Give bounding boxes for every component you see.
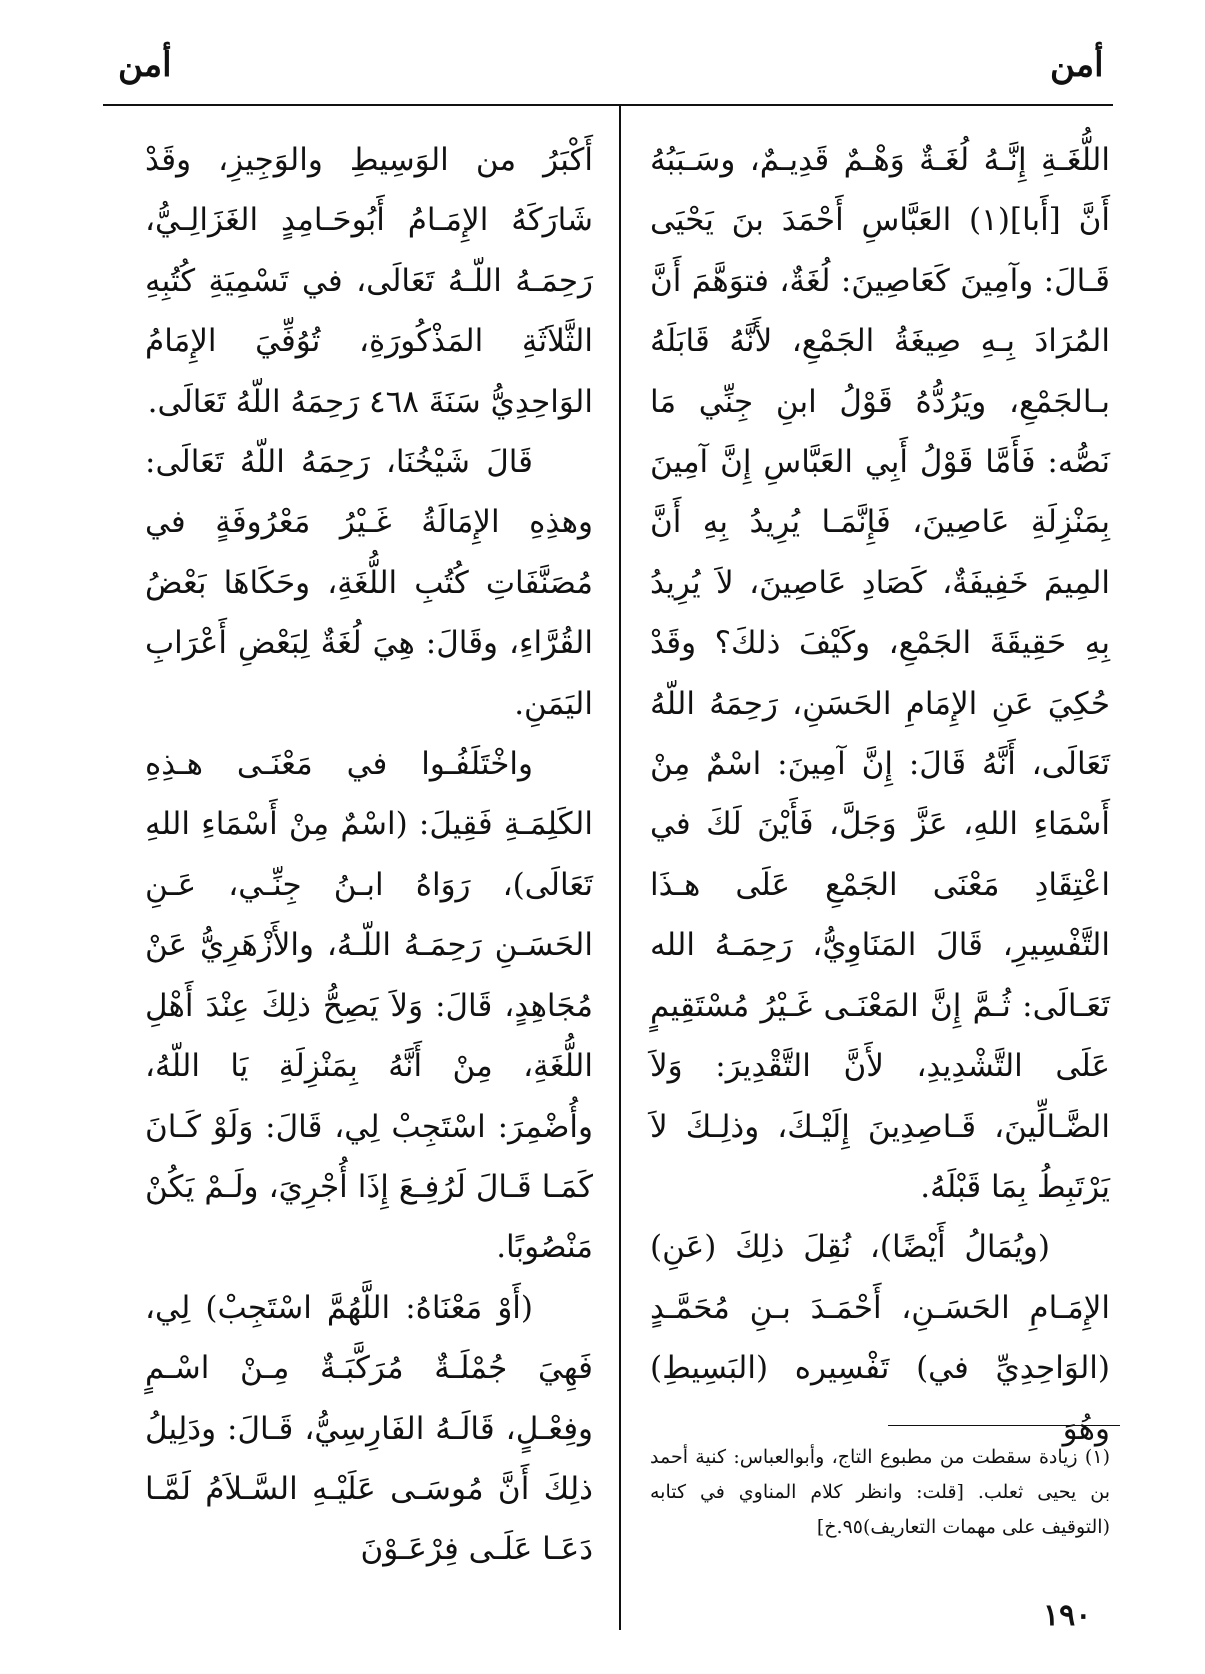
page-number: ١٩٠ <box>1043 1598 1092 1633</box>
footnote: (١) زيادة سقطت من مطبوع التاج، وأبوالعباس: كنية أحمد بن يحيى ثعلب. [قلت: وانظر كلام المناوي في كتابه (التوقيف على مهمات التعاريف)٩٥.خ] <box>650 1446 1110 1538</box>
left-column-paragraph: قَالَ شَيْخُنَا، رَحِمَهُ اللّهُ تَعَالَى: وهذِهِ الإِمَالَةُ غَـيْرُ مَعْرُوفَةٍ في مُصَنَّفَاتِ كُتُبِ اللُّغَةِ، وحَكَاهَا بَعْضُ القُرَّاءِ، وقَالَ: هِيَ لُغَةٌ لِبَعْضِ أَعْرَابِ اليَمَنِ. <box>145 444 593 722</box>
running-head-right: أمن <box>1050 45 1104 85</box>
footnotes <box>650 1440 1110 1545</box>
column-divider <box>619 104 621 1630</box>
right-column-paragraph: (ويُمَالُ أَيْضًا)، نُقِلَ ذلِكَ (عَنِ) الإِمَـامِ الحَسَـنِ، أَحْمَـدَ بـنِ مُحَمَّـدٍ (الوَاحِدِيِّ في) تَفْسِيره (البَسِيطِ) وهُوَ <box>650 1229 1110 1447</box>
left-column-paragraph: واخْتَلَفُـوا في مَعْنَـى هـذِهِ الكَلِمَـةِ فَقِيلَ: (اسْمٌ مِنْ أَسْمَاءِ اللهِ تَعَالَى)، رَوَاهُ ابـنُ جِنِّـي، عَـنِ الحَسَـنِ رَحِمَـهُ اللّـهُ، والأَزْهَرِيُّ عَنْ مُجَاهِدٍ، قَالَ: وَلاَ يَصِحُّ ذلِكَ عِنْدَ أَهْلِ اللُّغَةِ، مِنْ أَنَّهُ بِمَنْزِلَةِ يَا اللّهُ، وأُضْمِرَ: اسْتَجِبْ لِي، قَالَ: وَلَوْ كَـانَ كَمَـا قَـالَ لَرُفِـعَ إِذَا أُجْرِيَ، ولَـمْ يَكُنْ مَنْصُوبًا. <box>145 746 593 1266</box>
left-column-paragraph: أَكْبَرُ من الوَسِيطِ والوَجِيزِ، وقَدْ شَارَكَهُ الإِمَـامُ أَبُوحَـامِدٍ الغَزَالِـيُّ، رَحِمَـهُ اللّـهُ تَعَالَى، في تَسْمِيَةِ كُتُبِهِ الثَّلاَثَةِ المَذْكُورَةِ، تُوُفِّيَ الإِمَامُ الوَاحِدِيُّ سَنَةَ ٤٦٨ رَحِمَهُ اللّهُ تَعَالَى. <box>145 142 593 420</box>
left-column <box>145 130 593 1580</box>
header-rule <box>103 104 1113 106</box>
left-column-paragraph: (أَوْ مَعْنَاهُ: اللَّهُمَّ اسْتَجِبْ) لِي، فَهِيَ جُمْلَـةٌ مُرَكَّبَـةٌ مِـنْ اسْـمٍ وفِعْـلٍ، قَالَـهُ الفَارِسِيُّ، قَـالَ: ودَلِيلُ ذلِكَ أَنَّ مُوسَـى عَلَيْـهِ السَّـلاَمُ لَمَّـا دَعَـا عَلَـى فِرْعَـوْنَ <box>145 1289 593 1568</box>
running-head-left: أمن <box>118 45 172 85</box>
right-column-paragraph: اللُّغَـةِ إِنَّـهُ لُغَـةٌ وَهْـمٌ قَدِيـمٌ، وسَـبَبُهُ أَنَّ [أَبا](١) العَبَّاسِ أَحْمَدَ بنَ يَحْيَى قَـالَ: وآمِينَ كَعَاصِينَ: لُغَةٌ، فتوَهَّمَ أَنَّ المُرَادَ بِـهِ صِيغَةُ الجَمْعِ، لأَنَّهُ قَابَلَهُ بـالجَمْعِ، ويَرُدُّهُ قَوْلُ ابنِ جِنِّي مَا نَصُّه: فَأَمَّا قَوْلُ أَبِي العَبَّاسِ إِنَّ آمِينَ بِمَنْزِلَةِ عَاصِينَ، فَإِنَّمَـا يُرِيدُ بِهِ أَنَّ المِيمَ خَفِيفَةٌ، كَصَادِ عَاصِينَ، لاَ يُرِيدُ بِهِ حَقِيقَةَ الجَمْعِ، وكَيْفَ ذلكَ؟ وقَدْ حُكِيَ عَنِ الإِمَامِ الحَسَنِ، رَحِمَهُ اللّهُ تَعَالَى، أَنَّهُ قَالَ: إِنَّ آمِينَ: اسْمٌ مِنْ أَسْمَاءِ اللهِ، عَزَّ وَجَلَّ، فَأَيْنَ لَكَ في اعْتِقَادِ مَعْنَى الجَمْعِ عَلَى هـذَا التَّفْسِيرِ، قَالَ المَنَاوِيُّ، رَحِمَـهُ الله تَعَـالَى: ثُـمَّ إِنَّ المَعْنَـى غَـيْرُ مُسْتَقِيمٍ عَلَى التَّشْدِيدِ، لأَنَّ التَّقْدِيرَ: وَلاَ الضَّـالِّينَ، قَـاصِدِينَ إِلَيْـكَ، وذلِـكَ لاَ يَرْتَبِطُ بِمَا قَبْلَهُ. <box>650 142 1111 1205</box>
footnote-rule <box>888 1425 1120 1426</box>
right-column <box>650 130 1110 1459</box>
